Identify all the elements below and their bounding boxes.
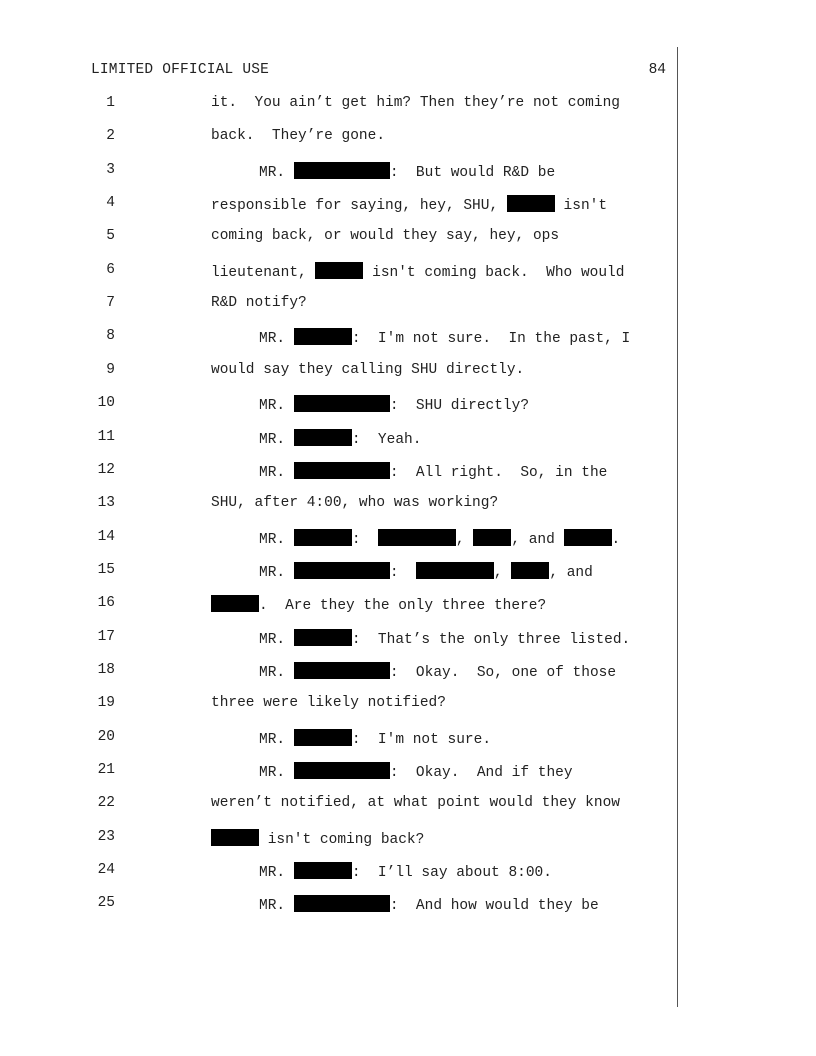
redaction-box <box>294 562 390 579</box>
transcript-line <box>0 228 700 248</box>
redaction-box <box>473 529 511 546</box>
line-number: 23 <box>97 828 115 845</box>
line-text <box>259 429 421 448</box>
line-text <box>259 895 599 914</box>
line-number: 8 <box>106 328 115 345</box>
transcript-line <box>0 195 700 215</box>
redaction-box <box>294 662 390 679</box>
text-segment: , and <box>549 564 593 581</box>
line-text <box>211 262 624 281</box>
line-number: 17 <box>97 628 115 645</box>
text-segment: MR. <box>259 331 294 348</box>
line-number: 3 <box>106 161 115 178</box>
line-text <box>211 95 620 111</box>
text-segment: : I’ll say about 8:00. <box>351 865 552 882</box>
redaction-box <box>294 395 390 412</box>
line-number: 14 <box>97 528 115 545</box>
redaction-box <box>511 562 549 579</box>
transcript-line <box>0 395 700 415</box>
redaction-box <box>294 729 352 746</box>
text-segment: it. You ain’t get him? Then they’re not coming <box>211 95 620 111</box>
line-text <box>211 795 620 811</box>
text-segment: : But would R&D be <box>389 164 556 181</box>
text-segment: MR. <box>259 398 294 415</box>
text-segment: : All right. So, in the <box>389 464 608 481</box>
page-number: 84 <box>648 62 666 78</box>
line-text <box>259 462 607 481</box>
redaction-box <box>507 195 555 212</box>
line-number: 2 <box>106 128 115 145</box>
redaction-box <box>416 562 494 579</box>
line-number: 15 <box>97 561 115 578</box>
text-segment: MR. <box>259 765 294 781</box>
transcript-line <box>0 95 700 115</box>
redaction-box <box>294 862 352 879</box>
text-segment: : I'm not sure. <box>351 731 492 748</box>
line-text <box>211 128 385 144</box>
line-number: 6 <box>106 261 115 278</box>
line-number: 5 <box>106 228 115 245</box>
text-segment: MR. <box>259 164 294 181</box>
text-segment: . Are they the only three there? <box>259 598 547 615</box>
text-segment: MR. <box>259 464 294 481</box>
line-number: 11 <box>97 428 115 445</box>
text-segment: , <box>455 531 474 548</box>
line-number: 13 <box>97 495 115 512</box>
line-text <box>211 495 498 511</box>
text-segment: SHU, after 4:00, who was working? <box>211 495 499 512</box>
redaction-box <box>294 429 352 446</box>
redaction-box <box>294 328 352 345</box>
text-segment: isn't <box>554 198 608 215</box>
line-text <box>259 862 552 881</box>
text-segment: : Yeah. <box>351 431 422 448</box>
line-number: 20 <box>97 728 115 745</box>
line-text <box>211 228 559 244</box>
text-segment: lieutenant, <box>211 264 316 281</box>
text-segment: : And how would they be <box>389 898 599 915</box>
transcript-line <box>0 562 700 582</box>
line-text <box>259 529 620 548</box>
redaction-box <box>211 829 259 846</box>
text-segment: : Okay. So, one of those <box>389 664 617 681</box>
text-segment: : Okay. And if they <box>389 765 573 781</box>
transcript-line <box>0 162 700 182</box>
text-segment: back. They’re gone. <box>211 128 386 145</box>
text-segment: coming back, or would they say, hey, ops <box>211 228 560 245</box>
text-segment: MR. <box>259 564 294 581</box>
line-text <box>259 562 593 581</box>
line-text <box>211 195 607 214</box>
classification-header: LIMITED OFFICIAL USE <box>91 62 270 78</box>
redaction-box <box>294 462 390 479</box>
redaction-box <box>315 262 363 279</box>
transcript-line <box>0 262 700 282</box>
text-segment: weren’t notified, at what point would they know <box>211 795 620 812</box>
redaction-box <box>294 762 390 779</box>
line-text <box>211 695 446 711</box>
text-segment: isn't coming back. Who would <box>363 264 625 281</box>
text-segment: three were likely notified? <box>211 695 446 712</box>
text-segment: : <box>389 564 416 581</box>
line-text <box>211 362 524 378</box>
line-number: 12 <box>97 461 115 478</box>
text-segment: MR. <box>259 898 294 915</box>
redaction-box <box>378 529 456 546</box>
transcript-line <box>0 495 700 515</box>
transcript-line <box>0 695 700 715</box>
line-text <box>211 295 307 311</box>
line-text <box>259 662 616 681</box>
redaction-box <box>294 629 352 646</box>
line-number: 19 <box>97 695 115 712</box>
transcript-line <box>0 862 700 882</box>
transcript-line <box>0 462 700 482</box>
transcript-line <box>0 829 700 849</box>
transcript-line <box>0 629 700 649</box>
text-segment: isn't coming back? <box>259 831 425 848</box>
redaction-box <box>211 595 259 612</box>
line-number: 10 <box>97 395 115 412</box>
text-segment: R&D notify? <box>211 295 307 312</box>
line-number: 9 <box>106 361 115 378</box>
line-number: 25 <box>97 895 115 912</box>
transcript-line <box>0 895 700 915</box>
line-text <box>259 328 630 347</box>
line-text <box>259 629 630 648</box>
transcript-line <box>0 729 700 749</box>
text-segment: , <box>493 564 512 581</box>
text-segment: would say they calling SHU directly. <box>211 361 525 378</box>
text-segment: : SHU directly? <box>389 398 530 415</box>
line-text <box>211 595 546 614</box>
text-segment: : <box>351 531 378 548</box>
transcript-line <box>0 662 700 682</box>
transcript-line <box>0 529 700 549</box>
transcript-line <box>0 128 700 148</box>
line-text <box>259 762 573 781</box>
line-number: 4 <box>106 195 115 212</box>
line-number: 18 <box>97 661 115 678</box>
line-number: 22 <box>97 795 115 812</box>
line-number: 21 <box>97 762 115 778</box>
text-segment: MR. <box>259 865 294 882</box>
line-text <box>259 729 491 748</box>
redaction-box <box>294 162 390 179</box>
transcript-line <box>0 429 700 449</box>
line-text <box>259 162 555 181</box>
redaction-box <box>294 529 352 546</box>
line-number: 16 <box>97 595 115 612</box>
line-text <box>259 395 529 414</box>
redaction-box <box>564 529 612 546</box>
transcript-line <box>0 295 700 315</box>
text-segment: MR. <box>259 731 294 748</box>
redaction-box <box>294 895 390 912</box>
transcript-line <box>0 795 700 815</box>
line-number: 7 <box>106 295 115 312</box>
text-segment: MR. <box>259 431 294 448</box>
line-number: 1 <box>106 95 115 111</box>
text-segment: . <box>611 531 621 548</box>
text-segment: MR. <box>259 631 294 648</box>
line-number: 24 <box>97 862 115 879</box>
text-segment: MR. <box>259 531 294 548</box>
text-segment: : That’s the only three listed. <box>351 631 631 648</box>
text-segment: : I'm not sure. In the past, I <box>351 331 631 348</box>
transcript-line <box>0 328 700 348</box>
transcript-line <box>0 362 700 382</box>
transcript-line <box>0 762 700 782</box>
transcript-line <box>0 595 700 615</box>
text-segment: responsible for saying, hey, SHU, <box>211 198 507 215</box>
line-text <box>211 829 424 848</box>
text-segment: MR. <box>259 664 294 681</box>
text-segment: , and <box>511 531 564 548</box>
